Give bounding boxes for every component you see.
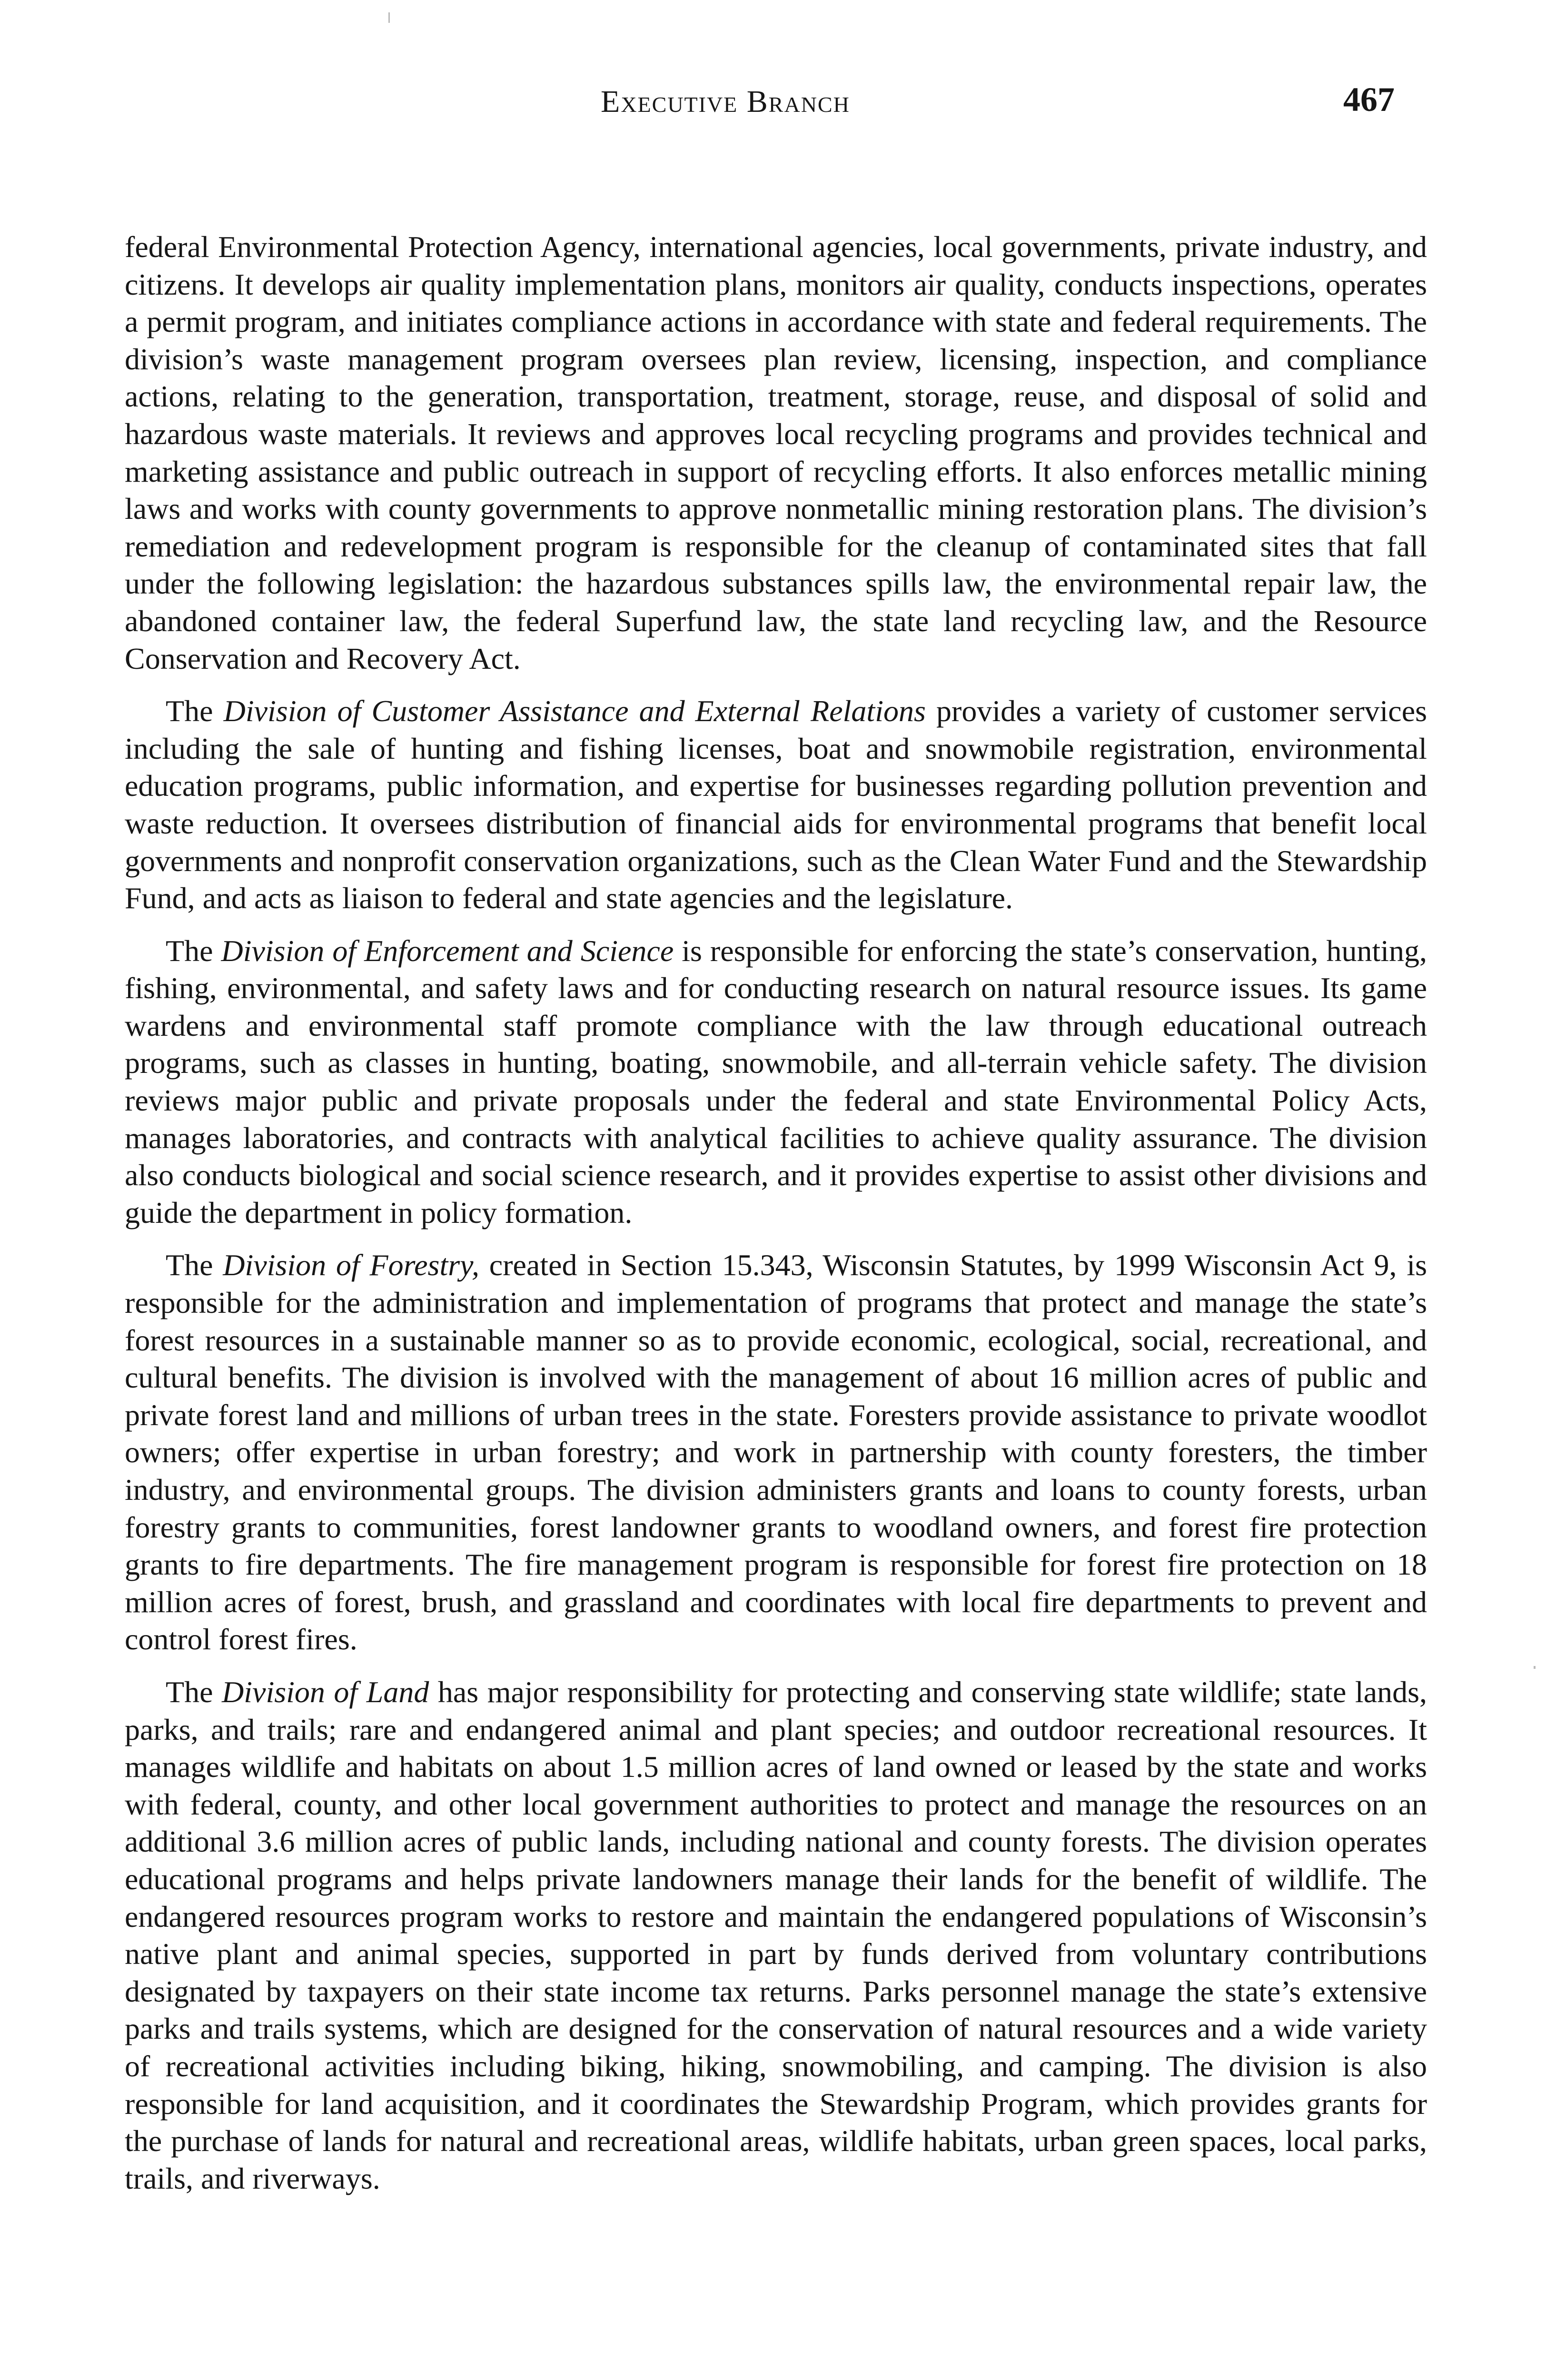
page-number: 467	[1343, 80, 1395, 119]
scan-mark	[388, 12, 390, 23]
division-name: Division of Forestry,	[223, 1248, 479, 1282]
paragraph-lead: The	[166, 1248, 223, 1282]
paragraph-forestry	[125, 1247, 1427, 1658]
paragraph-text: federal Environmental Protection Agency, international agencies, local governments, private industry, and citizens. It develops air quality implementation plans, monitors air quality, conducts inspections, operates a permit program, and initiates compliance actions in accordance with state and federal requirements. The division’s waste management program oversees plan review, licensing, inspection, and compliance actions, relating to the generation, transportation, treatment, storage, reuse, and disposal of solid and hazardous waste materials. It reviews and approves local recycling programs and provides technical and marketing assistance and public outreach in support of recycling efforts. It also enforces metallic mining laws and works with county governments to approve nonmetallic mining restoration plans. The division’s remediation and redevelopment program is responsible for the cleanup of contaminated sites that fall under the following legislation: the hazardous substances spills law, the environmental repair law, the abandoned container law, the federal Superfund law, the state land recycling law, and the Resource Conservation and Recovery Act.	[125, 230, 1427, 675]
division-name: Division of Customer Assistance and External Relations	[223, 694, 926, 728]
paragraph-lead: The	[166, 1675, 222, 1709]
division-name: Division of Land	[222, 1675, 429, 1709]
scan-mark	[1534, 1666, 1536, 1669]
paragraph-text: is responsible for enforcing the state’s conservation, hunting, fishing, environmental, and safety laws and for conducting research on natural resource issues. Its game wardens and environmental staff promote compliance with the law through educational outreach programs, such as classes in hunting, boating, snowmobile, and all-terrain vehicle safety. The division reviews major public and private proposals under the federal and state Environmental Policy Acts, manages laboratories, and contracts with analytical facilities to achieve quality assurance. The division also conducts biological and social science research, and it provides expertise to assist other divisions and guide the department in policy formation.	[125, 933, 1427, 1230]
running-head: Executive Branch	[601, 84, 850, 119]
paragraph-land	[125, 1674, 1427, 2197]
paragraph-air-waste-remediation	[125, 228, 1427, 677]
paragraph-enforcement-science	[125, 932, 1427, 1232]
paragraph-text: provides a variety of customer services including the sale of hunting and fishing licenses, boat and snowmobile registration, environmental education programs, public information, and expertise for businesses regarding pollution prevention and waste reduction. It oversees distribution of financial aids for environmental programs that benefit local governments and nonprofit conservation organizations, such as the Clean Water Fund and the Stewardship Fund, and acts as liaison to federal and state agencies and the legislature.	[125, 694, 1427, 915]
paragraph-text: has major responsibility for protecting and conserving state wildlife; state lands, parks, and trails; rare and endangered animal and plant species; and outdoor recreational resources. It manages wildlife and habitats on about 1.5 million acres of land owned or leased by the state and works with federal, county, and other local government authorities to protect and manage the resources on an additional 3.6 million acres of public lands, including national and county forests. The division operates educational programs and helps private landowners manage their lands for the benefit of wildlife. The endangered resources program works to restore and maintain the endangered populations of Wisconsin’s native plant and animal species, supported in part by funds derived from voluntary contributions designated by taxpayers on their state income tax returns. Parks personnel manage the state’s extensive parks and trails systems, which are designed for the conservation of natural resources and a wide variety of recreational activities including biking, hiking, snowmobiling, and camping. The division is also responsible for land acquisition, and it coordinates the Stewardship Program, which provides grants for the purchase of lands for natural and recreational areas, wildlife habitats, urban green spaces, local parks, trails, and riverways.	[125, 1675, 1427, 2195]
paragraph-lead: The	[166, 694, 224, 728]
paragraph-text: created in Section 15.343, Wisconsin Statutes, by 1999 Wisconsin Act 9, is responsible for the administration and implementation of programs that protect and manage the state’s forest resources in a sustainable manner so as to provide economic, ecological, social, recreational, and cultural benefits. The division is involved with the management of about 16 million acres of public and private forest land and millions of urban trees in the state. Foresters provide assistance to private woodlot owners; offer expertise in urban forestry; and work in partnership with county foresters, the timber industry, and environmental groups. The division administers grants and loans to county forests, urban forestry grants to communities, forest landowner grants to woodland owners, and forest fire protection grants to fire departments. The fire management program is responsible for forest fire protection on 18 million acres of forest, brush, and grassland and coordinates with local fire departments to prevent and control forest fires.	[125, 1248, 1427, 1656]
division-name: Division of Enforcement and Science	[221, 933, 674, 968]
paragraph-lead: The	[166, 933, 221, 968]
paragraph-customer-assistance	[125, 693, 1427, 917]
body-text	[125, 228, 1427, 2212]
